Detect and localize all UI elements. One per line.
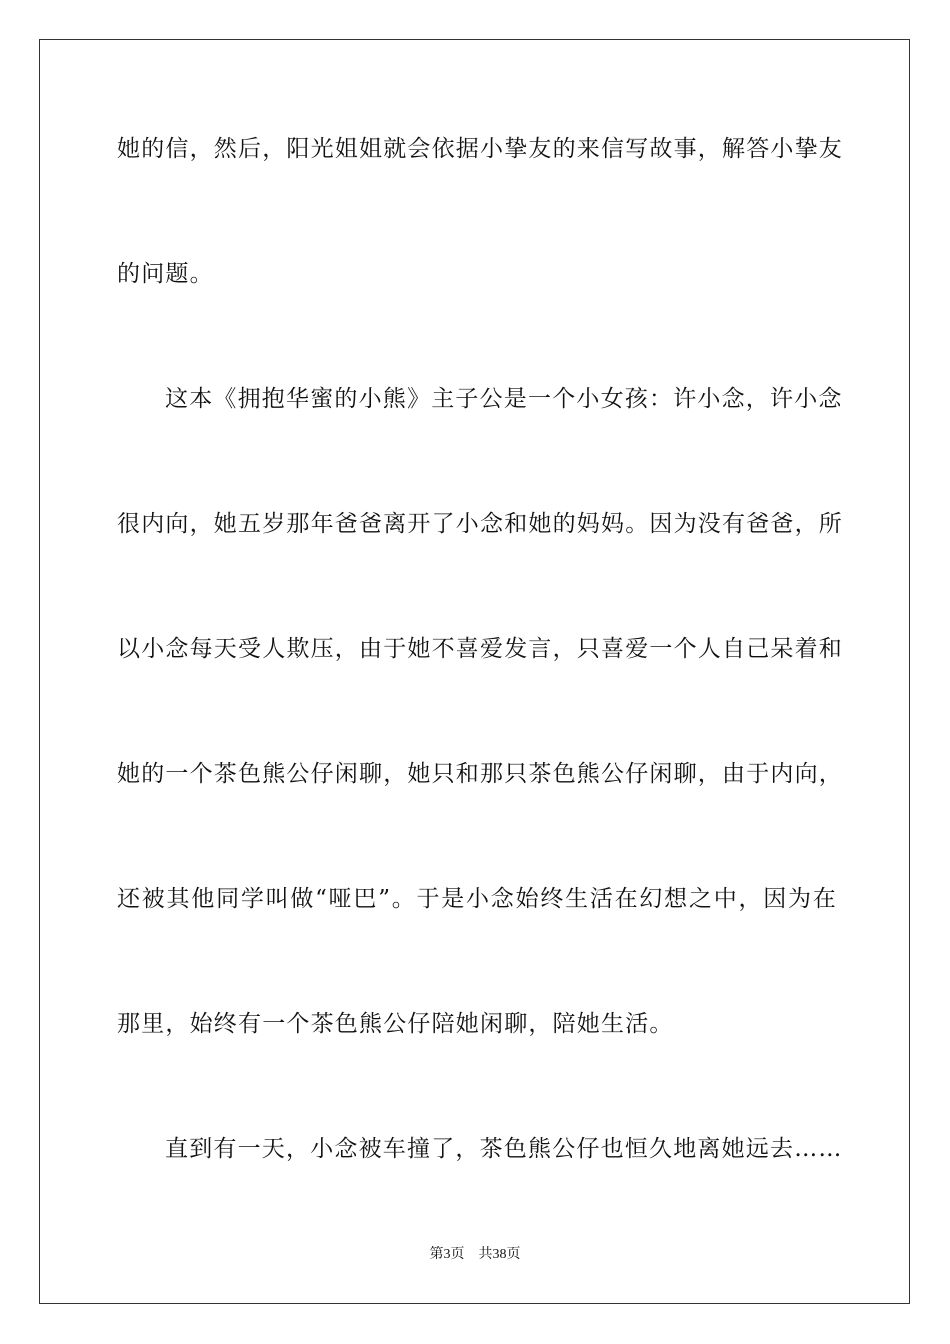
- page-border: [39, 39, 910, 1304]
- text-line: 很内向，她五岁那年爸爸离开了小念和她的妈妈。因为没有爸爸，所: [117, 511, 843, 537]
- text-line: 那里，始终有一个茶色熊公仔陪她闲聊，陪她生活。: [117, 1011, 674, 1037]
- text-line: 以小念每天受人欺压，由于她不喜爱发言，只喜爱一个人自己呆着和: [117, 636, 843, 662]
- page-footer: [0, 1246, 950, 1264]
- text-line: 这本《拥抱华蜜的小熊》主子公是一个小女孩：许小念，许小念: [165, 386, 843, 412]
- page-number: 第3页: [429, 1247, 465, 1262]
- text-line: 还被其他同学叫做“哑巴”。于是小念始终生活在幻想之中，因为在: [117, 886, 837, 912]
- text-line: 的问题。: [117, 261, 214, 287]
- page-total: 共38页: [478, 1247, 521, 1262]
- text-line: 她的一个茶色熊公仔闲聊，她只和那只茶色熊公仔闲聊，由于内向，: [117, 761, 843, 787]
- text-line: 她的信，然后，阳光姐姐就会依据小挚友的来信写故事，解答小挚友: [117, 136, 843, 162]
- text-line: 直到有一天，小念被车撞了，茶色熊公仔也恒久地离她远去……: [165, 1136, 843, 1162]
